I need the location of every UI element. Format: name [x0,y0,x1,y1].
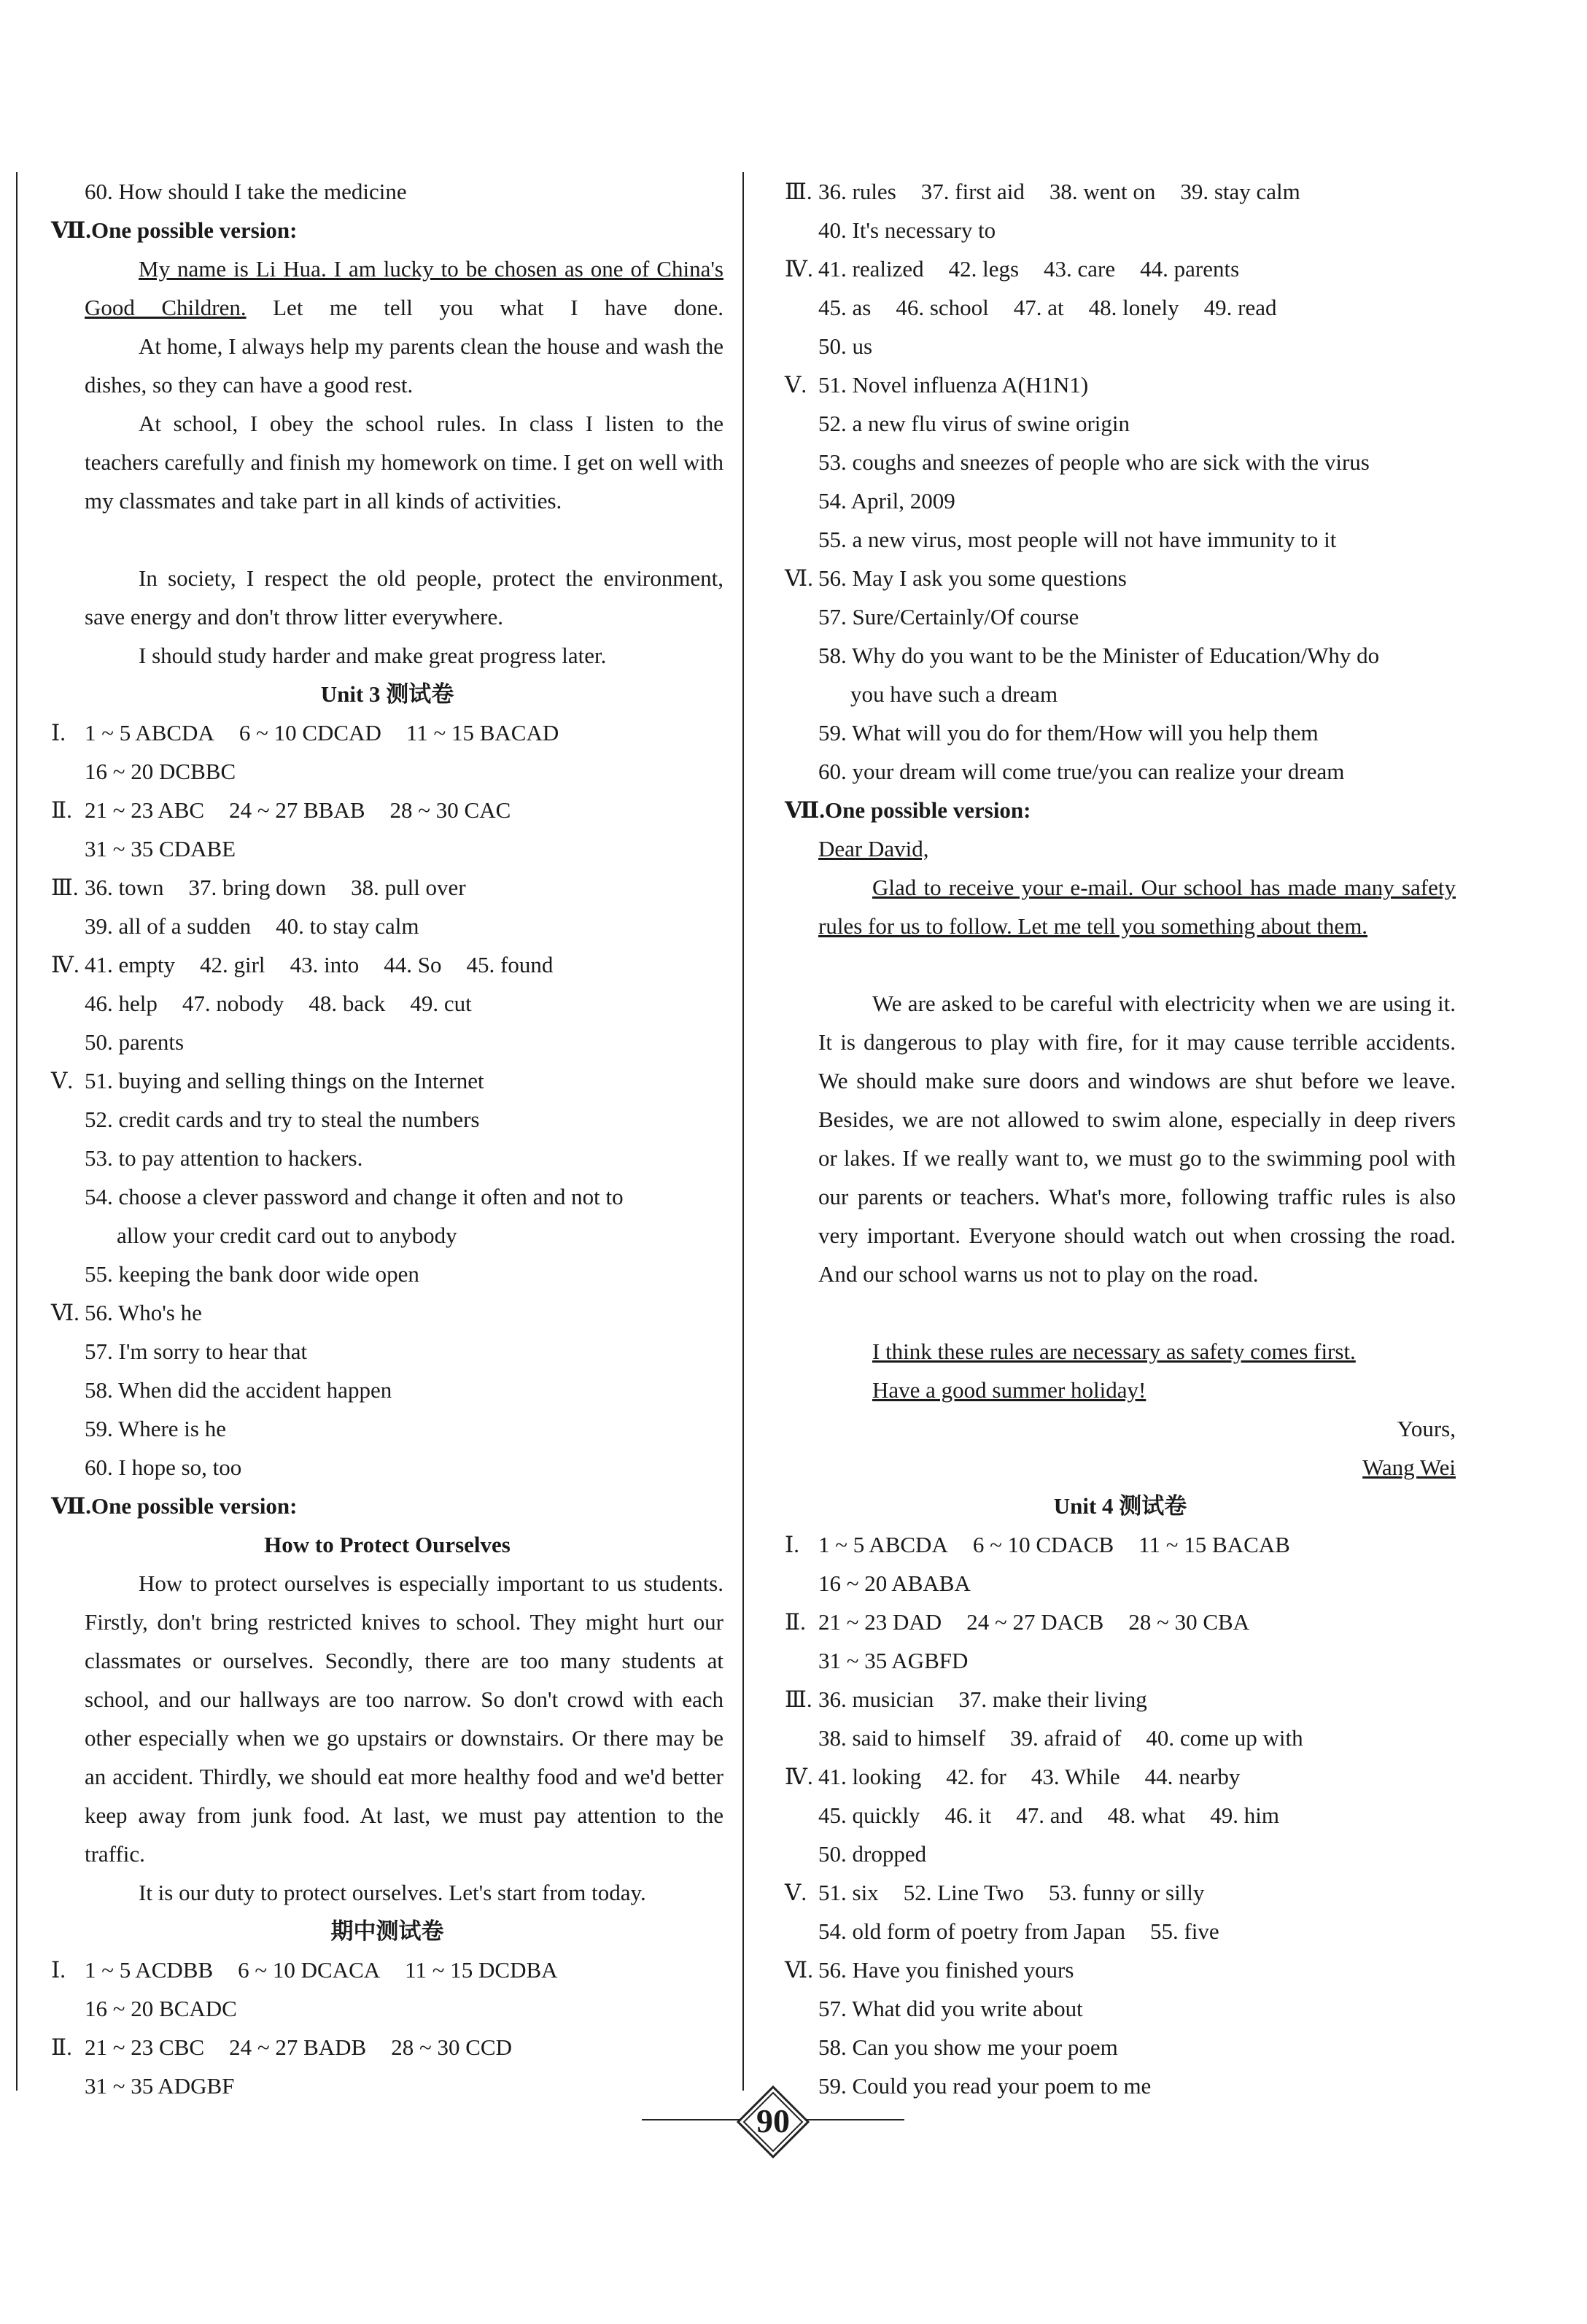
u3-answer-54-cont: allow your credit card out to anybody [117,1223,457,1248]
r-answer-55: 55. a new virus, most people will not have immunity to it [818,527,1337,552]
essay1-line-1: My name is Li Hua. I am lucky to be chosen as one of China's Good Children. Let me tell you what I have done. [85,256,724,320]
unit3-title: Unit 3 测试卷 [320,681,454,707]
right-column [785,172,1456,2105]
page-number-left-rule [642,2119,744,2120]
u4-section-4-cont: 45. quickly 46. it 47. and 48. what 49. him [818,1802,1279,1828]
r-answer-57: 57. Sure/Certainly/Of course [818,604,1079,630]
mid-section-2-cont: 31 ~ 35 ADGBF [85,2073,235,2099]
u3-section-2-cont: 31 ~ 35 CDABE [85,836,236,861]
essay1-paragraph-society: In society, I respect the old people, protect the environment, save energy and don't throw litter everywhere. [85,565,723,630]
u4-section-5: Ⅴ. 51. six 52. Line Two 53. funny or silly [785,1880,1205,1905]
u3-section-1: Ⅰ. 1 ~ 5 ABCDA 6 ~ 10 CDCAD 11 ~ 15 BACAD [51,720,559,745]
u3-answer-58: 58. When did the accident happen [85,1377,392,1403]
u3-answer-52: 52. credit cards and try to steal the numbers [85,1107,480,1132]
u3-answer-53: 53. to pay attention to hackers. [85,1145,363,1171]
essay1-paragraph-closing: I should study harder and make great progress later. [139,643,607,668]
mid-section-2: Ⅱ. 21 ~ 23 CBC 24 ~ 27 BADB 28 ~ 30 CCD [51,2034,512,2060]
letter-signature: Wang Wei [1362,1455,1456,1480]
mid-section-1-cont: 16 ~ 20 BCADC [85,1996,237,2021]
page-number: 90 [756,2102,790,2139]
r-section-5: Ⅴ. 51. Novel influenza A(H1N1) [785,372,1089,398]
u3-answer-57: 57. I'm sorry to hear that [85,1339,308,1364]
unit4-title: Unit 4 测试卷 [1053,1493,1187,1519]
u3-section-3: Ⅲ. 36. town 37. bring down 38. pull over [51,875,466,900]
u4-section-1: Ⅰ. 1 ~ 5 ABCDA 6 ~ 10 CDACB 11 ~ 15 BACAB [785,1532,1290,1557]
page-number-badge [642,2081,904,2161]
r-answer-52: 52. a new flu virus of swine origin [818,411,1130,436]
r-section-6: Ⅵ. 56. May I ask you some questions [785,565,1127,591]
u4-section-1-cont: 16 ~ 20 ABABA [818,1570,971,1596]
u4-section-5-cont: 54. old form of poetry from Japan 55. five [818,1918,1219,1944]
column-divider [742,172,744,2091]
r-answer-50: 50. us [818,333,873,359]
r-answer-54: 54. April, 2009 [818,488,955,514]
r-answer-58: 58. Why do you want to be the Minister of Education/Why do [818,643,1380,668]
letter-paragraph-3: I think these rules are necessary as safety comes first. [872,1339,1356,1364]
letter-paragraph-3-cont: Have a good summer holiday! [872,1377,1146,1403]
u3-answer-60: 60. I hope so, too [85,1455,242,1480]
section-7-heading: Ⅶ.One possible version: [51,217,298,243]
r-answer-53: 53. coughs and sneezes of people who are sick with the virus [818,449,1370,475]
u4-section-3: Ⅲ. 36. musician 37. make their living [785,1686,1147,1712]
r-section-4: Ⅳ. 41. realized 42. legs 43. care 44. parents [785,256,1240,282]
left-margin-rule [16,172,18,2091]
page-number-right-rule [802,2119,904,2120]
u3-answer-55: 55. keeping the bank door wide open [85,1261,419,1287]
letter-greeting: Dear David, [818,836,929,861]
u3-section-2: Ⅱ. 21 ~ 23 ABC 24 ~ 27 BBAB 28 ~ 30 CAC [51,797,511,823]
u3-answer-54: 54. choose a clever password and change it often and not to [85,1184,624,1209]
u4-answer-50: 50. dropped [818,1841,927,1867]
left-column [51,172,723,2105]
u3-section-7-heading: Ⅶ.One possible version: [51,1493,298,1519]
u4-section-4: Ⅳ. 41. looking 42. for 43. While 44. nearby [785,1764,1241,1789]
u4-section-2: Ⅱ. 21 ~ 23 DAD 24 ~ 27 DACB 28 ~ 30 CBA [785,1609,1250,1635]
mid-section-1: Ⅰ. 1 ~ 5 ACDBB 6 ~ 10 DCACA 11 ~ 15 DCDBA [51,1957,558,1983]
midterm-title: 期中测试卷 [330,1918,444,1944]
r-answer-58-cont: you have such a dream [850,681,1058,707]
letter-closing: Yours, [1397,1416,1456,1441]
essay2-title: How to Protect Ourselves [264,1532,511,1557]
u3-section-6: Ⅵ. 56. Who's he [51,1300,202,1325]
essay1-paragraph-school: At school, I obey the school rules. In class I listen to the teachers carefully and finish my homework on time. I get on well with my classmates and take part in all kinds of activities. [85,411,723,514]
u3-section-3-cont: 39. all of a sudden 40. to stay calm [85,913,419,939]
r-section-4-cont: 45. as 46. school 47. at 48. lonely 49. read [818,295,1277,320]
r-section-3: Ⅲ. 36. rules 37. first aid 38. went on 39. stay calm [785,179,1300,204]
letter-paragraph-1: Glad to receive your e-mail. Our school has made many safety rules for us to follow. Let me tell you something about them. [818,875,1456,939]
answer-60: 60. How should I take the medicine [85,179,407,204]
u3-section-4: Ⅳ. 41. empty 42. girl 43. into 44. So 45. found [51,952,554,977]
essay2-paragraph-2: It is our duty to protect ourselves. Let's start from today. [139,1880,646,1905]
u4-answer-59: 59. Could you read your poem to me [818,2073,1152,2099]
r-answer-60: 60. your dream will come true/you can realize your dream [818,759,1345,784]
u3-answer-59: 59. Where is he [85,1416,226,1441]
essay1-paragraph-home: At home, I always help my parents clean the house and wash the dishes, so they can have a good rest. [85,333,723,398]
u4-section-3-cont: 38. said to himself 39. afraid of 40. come up with [818,1725,1303,1751]
essay2-paragraph-1: How to protect ourselves is especially important to us students. Firstly, don't bring restricted knives to school. They might hurt our classmates or ourselves. Secondly, there are too many students at school, and our hallways are too narrow. So don't crowd with each other especially when we go upstairs or downstairs. Or there may be an accident. Thirdly, we should eat more healthy food and we'd better keep away from junk food. At last, we must pay attention to the traffic. [85,1570,723,1867]
letter-paragraph-2: We are asked to be careful with electricity when we are using it. It is dangerous to play with fire, for it may cause terrible accidents. We should make sure doors and windows are shut before we leave. Besides, we are not allowed to swim alone, especially in deep rivers or lakes. If we really want to, we must go to the swimming pool with our parents or teachers. What's more, following traffic rules is also very important. Everyone should watch out when crossing the road. And our school warns us not to play on the road. [818,991,1456,1287]
u4-answer-58: 58. Can you show me your poem [818,2034,1118,2060]
r-answer-40: 40. It's necessary to [818,217,996,243]
u4-section-6: Ⅵ. 56. Have you finished yours [785,1957,1074,1983]
r-answer-59: 59. What will you do for them/How will you help them [818,720,1319,745]
r-section-7-heading: Ⅶ.One possible version: [785,797,1031,823]
u3-section-5: Ⅴ. 51. buying and selling things on the Internet [51,1068,484,1093]
u3-section-1-cont: 16 ~ 20 DCBBC [85,759,236,784]
u3-section-4-cont: 46. help 47. nobody 48. back 49. cut [85,991,472,1016]
u4-section-2-cont: 31 ~ 35 AGBFD [818,1648,969,1673]
u3-answer-50: 50. parents [85,1029,185,1055]
u4-answer-57: 57. What did you write about [818,1996,1083,2021]
